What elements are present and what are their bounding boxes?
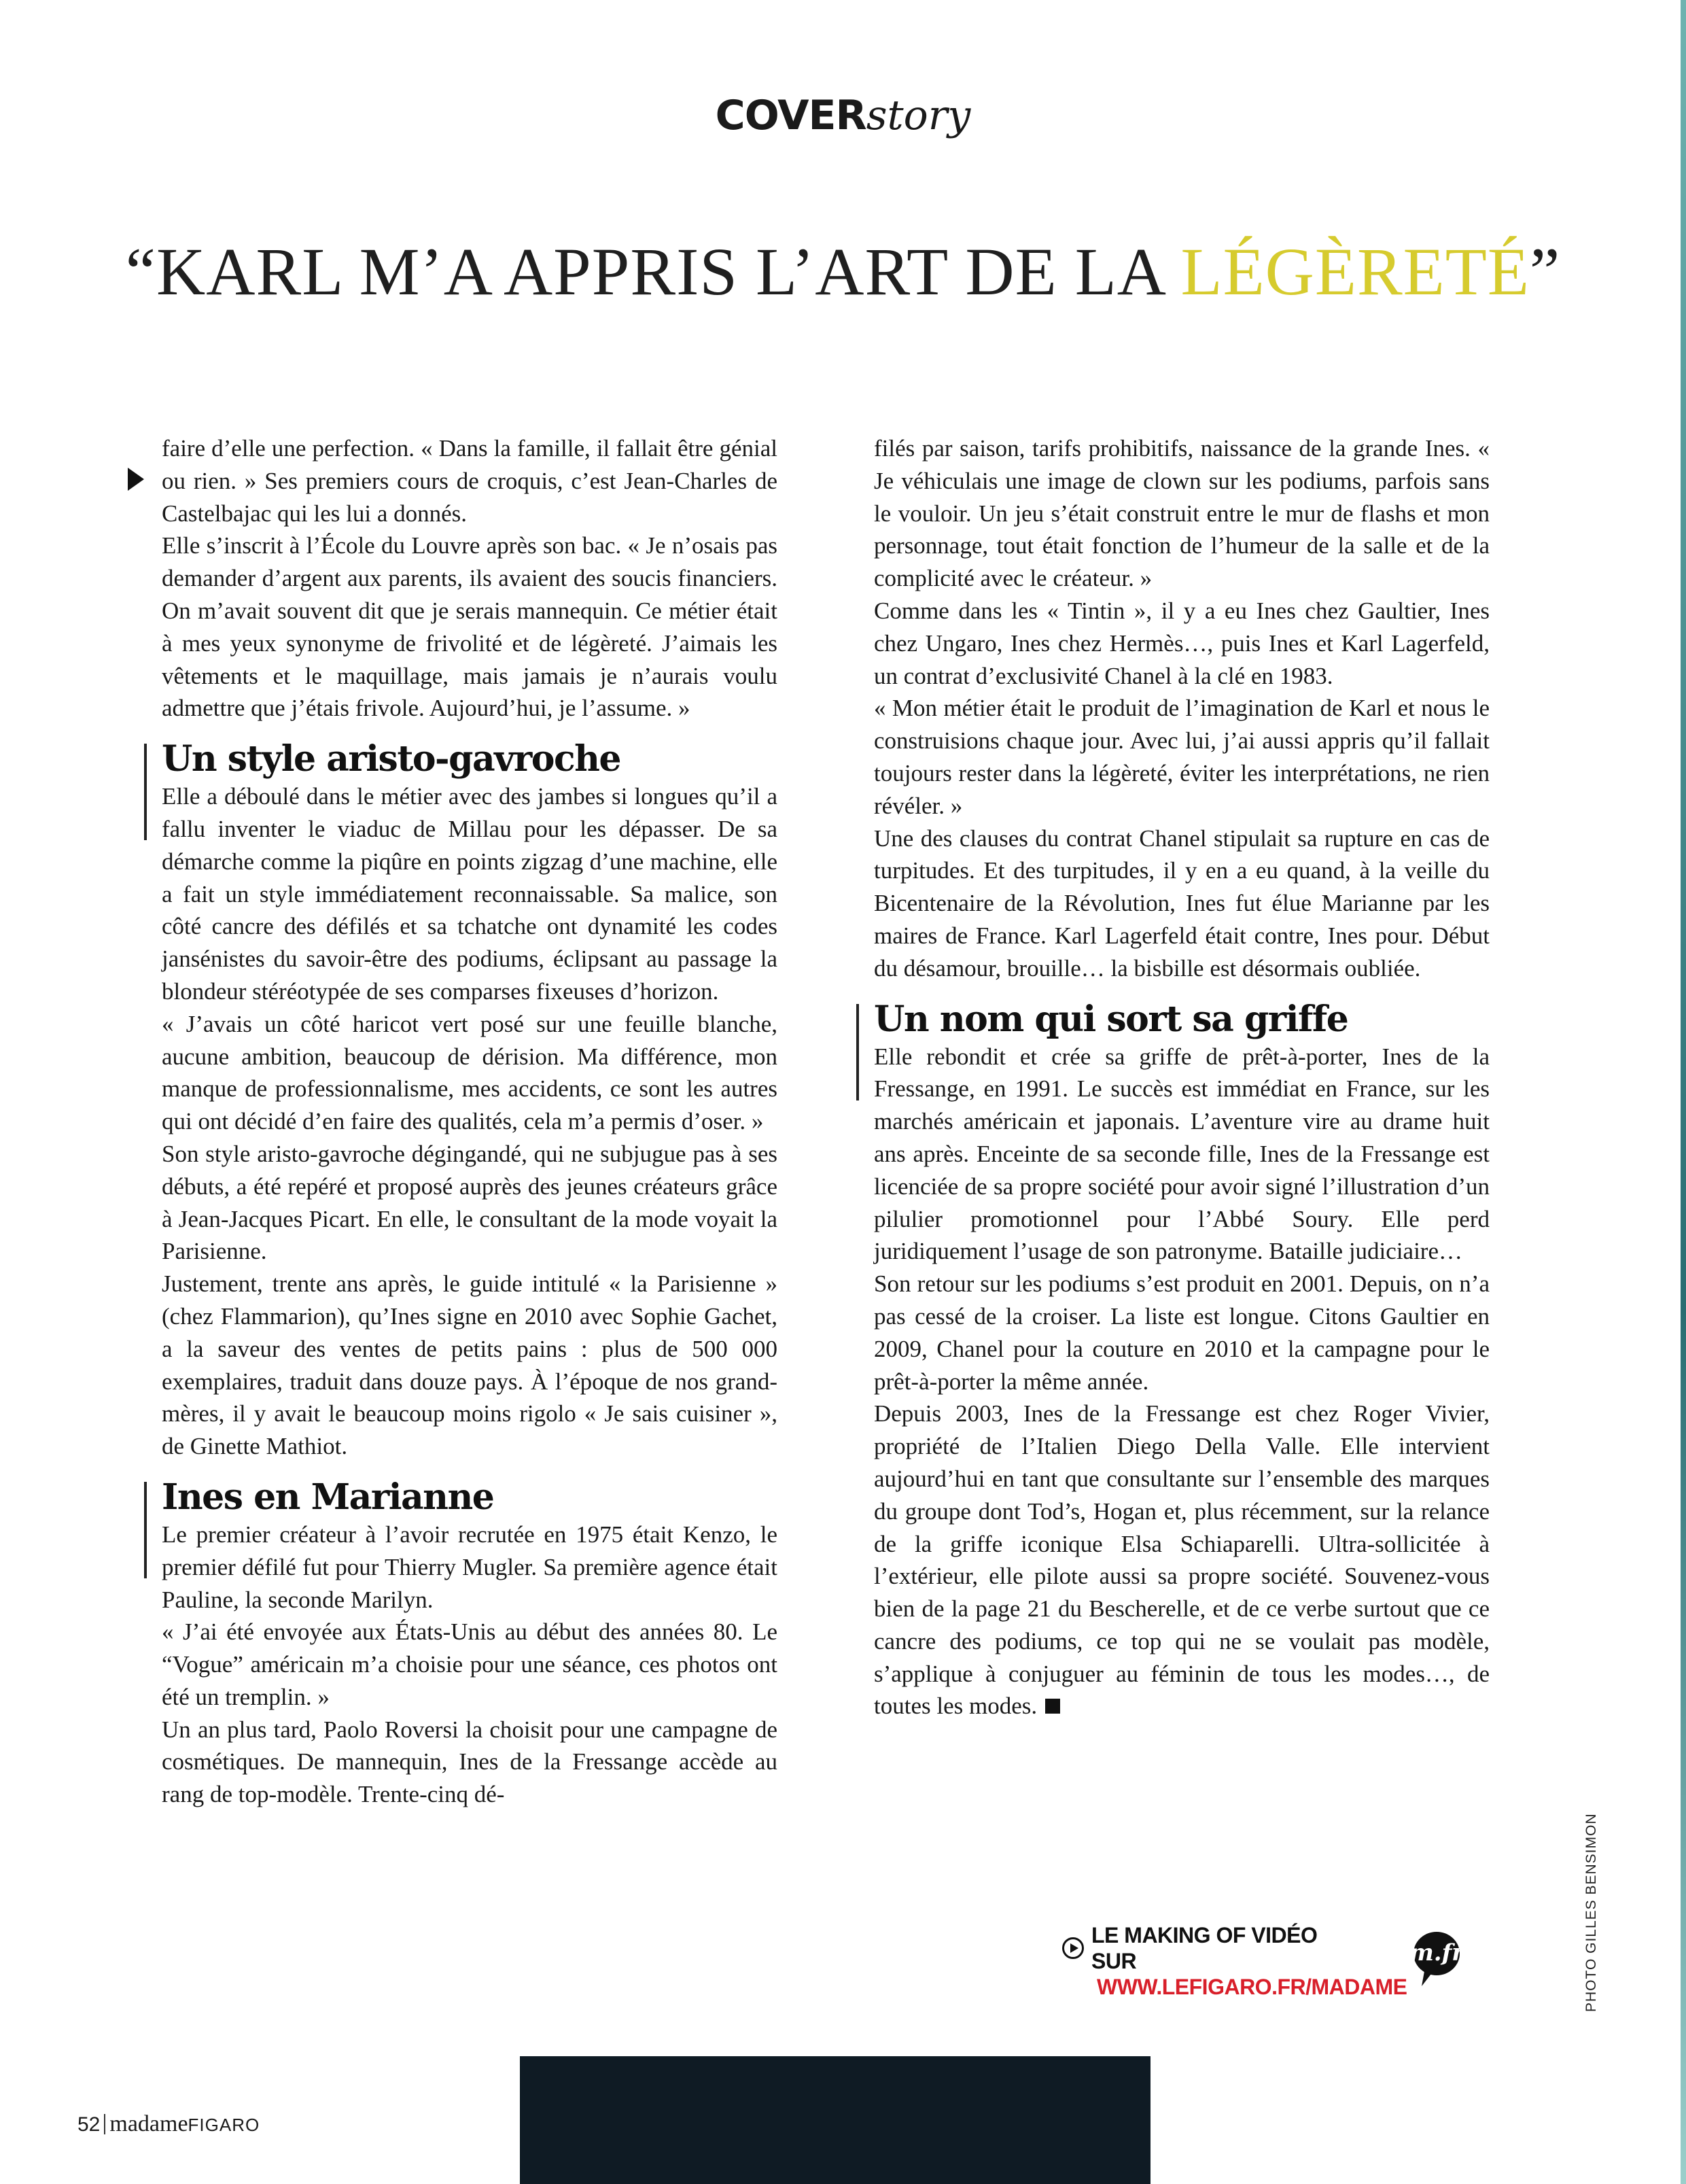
section-kicker (0, 90, 1686, 141)
paragraph: « J’ai été envoyée aux États-Unis au début des années 80. Le “Vogue” américain m’a choisie pour une séance, ces photos ont été un tremplin. » (162, 1618, 777, 1710)
making-of-line (1061, 1922, 1360, 1974)
photo-credit: PHOTO GILLES BENSIMON (1583, 1813, 1599, 2012)
article-headline (0, 231, 1686, 313)
paragraph: Comme dans les « Tintin », il y a eu Ines chez Gaultier, Ines chez Ungaro, Ines chez Hermès…, puis Ines et Karl Lagerfeld, un contrat d’exclusivité Chanel à la clé en 1983. (874, 597, 1490, 689)
paragraph: « J’avais un côté haricot vert posé sur une feuille blanche, aucune ambition, beaucoup de dérision. Ma différence, mon manque de professionnalisme, mes accidents, ce sont les autres qui ont décidé d’en faire des qualités, cela m’a permis d’oser. » (162, 1010, 777, 1135)
paragraph: Le premier créateur à l’avoir recrutée en 1975 était Kenzo, le premier défilé fut pour Thierry Mugler. Sa première agence était Pauline, la seconde Marilyn. (162, 1521, 777, 1613)
making-of-label: LE MAKING OF VIDÉO SUR (1091, 1923, 1318, 1973)
paragraph: Elle s’inscrit à l’École du Louvre après son bac. « Je n’osais pas demander d’argent aux parents, ils avaient des soucis financiers. On m’avait souvent dit que je serais mannequin. Ce métier était à mes yeux synonyme de frivolité et de légèreté. J’aimais les vêtements et le maquillage, mais jamais je n’aurais voulu admettre que j’étais frivole. Aujourd’hui, je l’assume. » (162, 532, 777, 722)
magazine-name-part1: madame (109, 2111, 188, 2136)
article-column-right (874, 432, 1490, 1722)
page-number: 52 (77, 2113, 101, 2136)
paragraph: Elle rebondit et crée sa griffe de prêt-à-porter, Ines de la Fressange, en 1991. Le succès est immédiat en France, sur les marchés américain et japonais. L’aventure vire au drame huit ans après. Enceinte de sa seconde fille, Ines de la Fressange est licenciée de sa propre société pour avoir signé l’illustration d’un pilulier promotionnel pour l’Abbé Soury. Elle perd juridiquement l’usage de son patronyme. Bataille judiciaire… (874, 1043, 1490, 1265)
making-of-promo (1061, 1922, 1407, 2000)
paragraph: Justement, trente ans après, le guide intitulé « la Parisienne » (chez Flammarion), qu’Ines signe en 2010 avec Sophie Gachet, a la saveur des ventes de petits pains : plus de 500 000 exemplaires, traduit dans douze pays. À l’époque de nos grand-mères, il y avait le beaucoup moins rigolo « Je sais cuisiner », de Ginette Mathiot. (162, 1270, 777, 1460)
article-column-left (162, 432, 777, 1811)
kicker-bold: COVER (715, 92, 866, 139)
play-arrow-icon (128, 468, 144, 491)
paragraph: Son retour sur les podiums s’est produit en 2001. Depuis, on n’a pas cessé de la croiser. La liste est longue. Citons Gaultier en 2009, Chanel pour la couture en 2010 et la campagne pour le prêt-à-porter la même année. (874, 1270, 1490, 1395)
end-mark-icon (1045, 1699, 1060, 1714)
dark-image-block (520, 2056, 1151, 2184)
page-edge-strip (1681, 0, 1686, 2184)
paragraph: « Mon métier était le produit de l’imagination de Karl et nous le construisions chaque jour. Avec lui, j’ai aussi appris qu’il fallait toujours rester dans la légèreté, éviter les interprétations, ne rien révéler. » (874, 695, 1490, 819)
paragraph-text: Depuis 2003, Ines de la Fressange est chez Roger Vivier, propriété de l’Italien Diego Della Valle. Elle intervient aujourd’hui en tant que consultante sur l’ensemble des marques du groupe dont Tod’s, Hogan et, plus récemment, sur la relance de la griffe iconique Elsa Schiaparelli. Ultra-sollicitée à l’extérieur, elle pilote aussi sa propre société. Souvenez-vous bien de la page 21 du Bescherelle, et de ce verbe surtout que ce cancre des podiums, ce top qui ne se voulait pas modèle, s’applique à conjuguer au féminin de tous les modes…, de toutes les modes. (874, 1400, 1490, 1720)
paragraph: filés par saison, tarifs prohibitifs, naissance de la grande Ines. « Je véhiculais une image de clown sur les podiums, parfois sans le vouloir. Un jeu s’était construit entre le mur de flashs et mon personnage, tout était fonction de l’humeur de la salle et de la complicité avec le créateur. » (874, 435, 1490, 592)
paragraph: Un an plus tard, Paolo Roversi la choisit pour une campagne de cosmétiques. De mannequin, Ines de la Fressange accède au rang de top-modèle. Trente-cinq dé- (162, 1716, 777, 1808)
page-footer (77, 2113, 260, 2136)
subheading: Ines en Marianne (162, 1476, 777, 1519)
paragraph: faire d’elle une perfection. « Dans la famille, il fallait être génial ou rien. » Ses premiers cours de croquis, c’est Jean-Charles de Castelbajac qui les lui a donnés. (162, 435, 777, 527)
headline-main: “KARL M’A APPRIS L’ART DE LA (125, 234, 1181, 309)
footer-divider (104, 2114, 105, 2134)
logo-text: m.fr (1409, 1939, 1464, 1966)
play-circle-icon (1061, 1937, 1085, 1960)
making-of-link[interactable]: WWW.LEFIGARO.FR/MADAME (1097, 1975, 1407, 1999)
headline-close: ” (1529, 234, 1561, 309)
kicker-italic: story (866, 92, 971, 139)
magazine-name-part2: FIGARO (188, 2115, 260, 2135)
paragraph-final (874, 1398, 1490, 1722)
paragraph: Elle a déboulé dans le métier avec des jambes si longues qu’il a fallu inventer le viaduc de Millau pour les dépasser. De sa démarche comme la piqûre en points zigzag d’une machine, elle a fait un style immédiatement reconnaissable. Sa malice, son côté cancre des défilés et sa tchatche ont dynamité les codes jansénistes du savoir-être des podiums, éclipsant au passage la blondeur stéréotypée de ses comparses fixeuses d’horizon. (162, 783, 777, 1005)
paragraph: Une des clauses du contrat Chanel stipulait sa rupture en cas de turpitudes. Et des turpitudes, il y en a eu quand, à la veille du Bicentenaire de la Révolution, Ines fut élue Marianne par les maires de France. Karl Lagerfeld était contre, Ines pour. Début du désamour, brouille… la bisbille est désormais oubliée. (874, 825, 1490, 982)
paragraph: Son style aristo-gavroche dégingandé, qui ne subjugue pas à ses débuts, a été repéré et proposé auprès des jeunes créateurs grâce à Jean-Jacques Picart. En elle, le consultant de la mode voyait la Parisienne. (162, 1140, 777, 1265)
madame-fr-logo (1409, 1924, 1484, 1992)
headline-accent: LÉGÈRETÉ (1180, 234, 1530, 309)
subheading: Un nom qui sort sa griffe (874, 999, 1490, 1041)
subheading: Un style aristo-gavroche (162, 738, 777, 780)
